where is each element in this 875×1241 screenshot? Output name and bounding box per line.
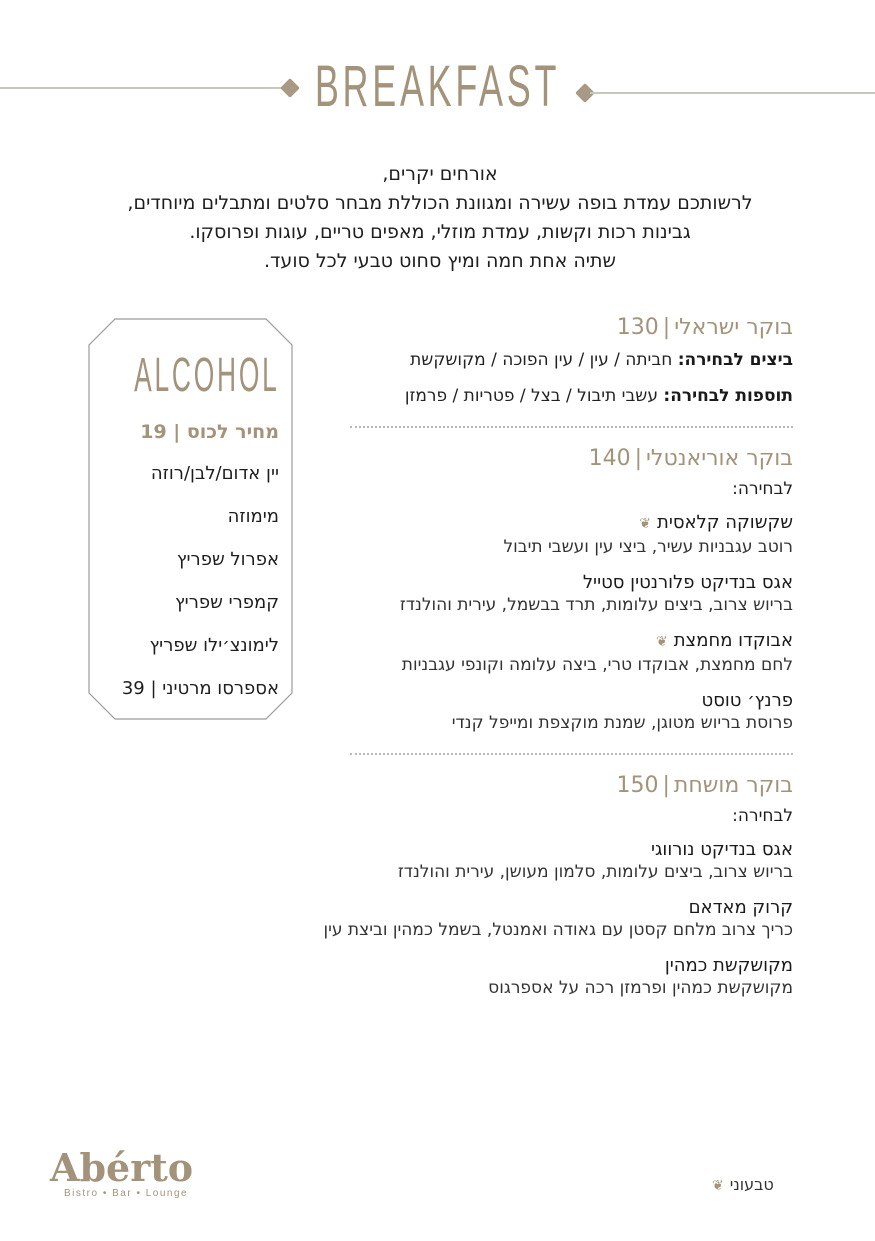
alcohol-list: [99, 421, 279, 719]
dish-item: אגס בנדיקט פלורנטין סטייל בריוש צרוב, ביצים עלומות, תרד בבשמל, עירית והולנדז: [399, 572, 793, 615]
vegan-leaf-icon: ❦: [655, 634, 668, 650]
alcohol-item: קמפרי שפריץ: [174, 592, 279, 613]
dotted-divider: [350, 753, 793, 755]
dish-item: שקשוקה קלאסית❦ רוטב עגבניות עשיר, ביצי עין ועשבי תיבול: [503, 512, 793, 557]
alcohol-price: מחיר לכוס | 19: [140, 421, 279, 443]
intro-line: גבינות רכות וקשות, עמדת מוזלי, מאפים טריים, עוגות ופרוסקו.: [189, 221, 691, 243]
logo-name: Abérto: [50, 1145, 194, 1190]
page-title: BREAKFAST: [314, 54, 561, 119]
choose-label: לבחירה:: [732, 806, 793, 826]
vegan-leaf-icon: ❦: [639, 516, 651, 532]
logo-tagline: Bistro • Bar • Lounge: [64, 1188, 189, 1199]
intro-line: שתיה אחת חמה ומיץ סחוט טבעי לכל סועד.: [264, 250, 616, 272]
alcohol-item: אפרול שפריץ: [176, 549, 279, 570]
menu-section-israeli: [350, 315, 793, 408]
option-line: תוספות לבחירה: עשבי תיבול / בצל / פטריות / פרמזן: [404, 386, 793, 406]
alcohol-panel: [88, 318, 293, 720]
vegan-legend: [712, 1175, 774, 1194]
dish-item: אגס בנדיקט נורווגי בריוש צרוב, ביצים עלומות, סלמון מעושן, עירית והולנדז: [397, 839, 793, 882]
dish-item: קרוק מאדאם כריך צרוב מלחם קסטן עם גאודה ואמנטל, בשמל כמהין וביצת עין: [323, 897, 793, 940]
brand-logo: [50, 1145, 200, 1199]
menu-section-oriental: [350, 446, 793, 735]
section-title: בוקר אוריאנטלי|140: [588, 446, 793, 471]
dotted-divider: [350, 426, 793, 428]
alcohol-title: ALCOHOL: [134, 349, 280, 402]
intro-text: [60, 160, 820, 276]
section-title: בוקר מושחת|150: [616, 773, 793, 798]
alcohol-item: לימונצ׳ילו שפריץ: [149, 635, 279, 656]
menu-section-decadent: [323, 773, 793, 1000]
alcohol-item: מימוזה: [227, 506, 279, 527]
dish-item: אבוקדו מחמצת❦ לחם מחמצת, אבוקדו טרי, ביצה עלומה וקונפי עגבניות: [401, 630, 793, 675]
alcohol-item: יין אדום/לבן/רוזה: [150, 463, 279, 484]
header-rule-right: [590, 92, 875, 94]
intro-line: לרשותכם עמדת בופה עשירה ומגוונת הכוללת מבחר סלטים ומתבלים מיוחדים,: [127, 192, 753, 214]
section-title: בוקר ישראלי|130: [616, 315, 793, 340]
choose-label: לבחירה:: [732, 479, 793, 499]
dish-item: פרנץ׳ טוסט פרוסת בריוש מטוגן, שמנת מוקצפת ומייפל קנדי: [451, 690, 793, 733]
vegan-leaf-icon: ❦: [712, 1178, 724, 1194]
breakfast-menu: [323, 315, 793, 1012]
option-line: ביצים לבחירה: חביתה / עין / עין הפוכה / מקושקשת: [410, 350, 793, 370]
alcohol-item: אספרסו מרטיני | 39: [121, 678, 279, 699]
page-header: [0, 55, 875, 125]
dish-item: מקושקשת כמהין מקושקשת כמהין ופרמזן רכה על אספרגוס: [488, 955, 793, 998]
legend-label: טבעוני: [729, 1175, 774, 1194]
intro-line: אורחים יקרים,: [382, 163, 498, 185]
